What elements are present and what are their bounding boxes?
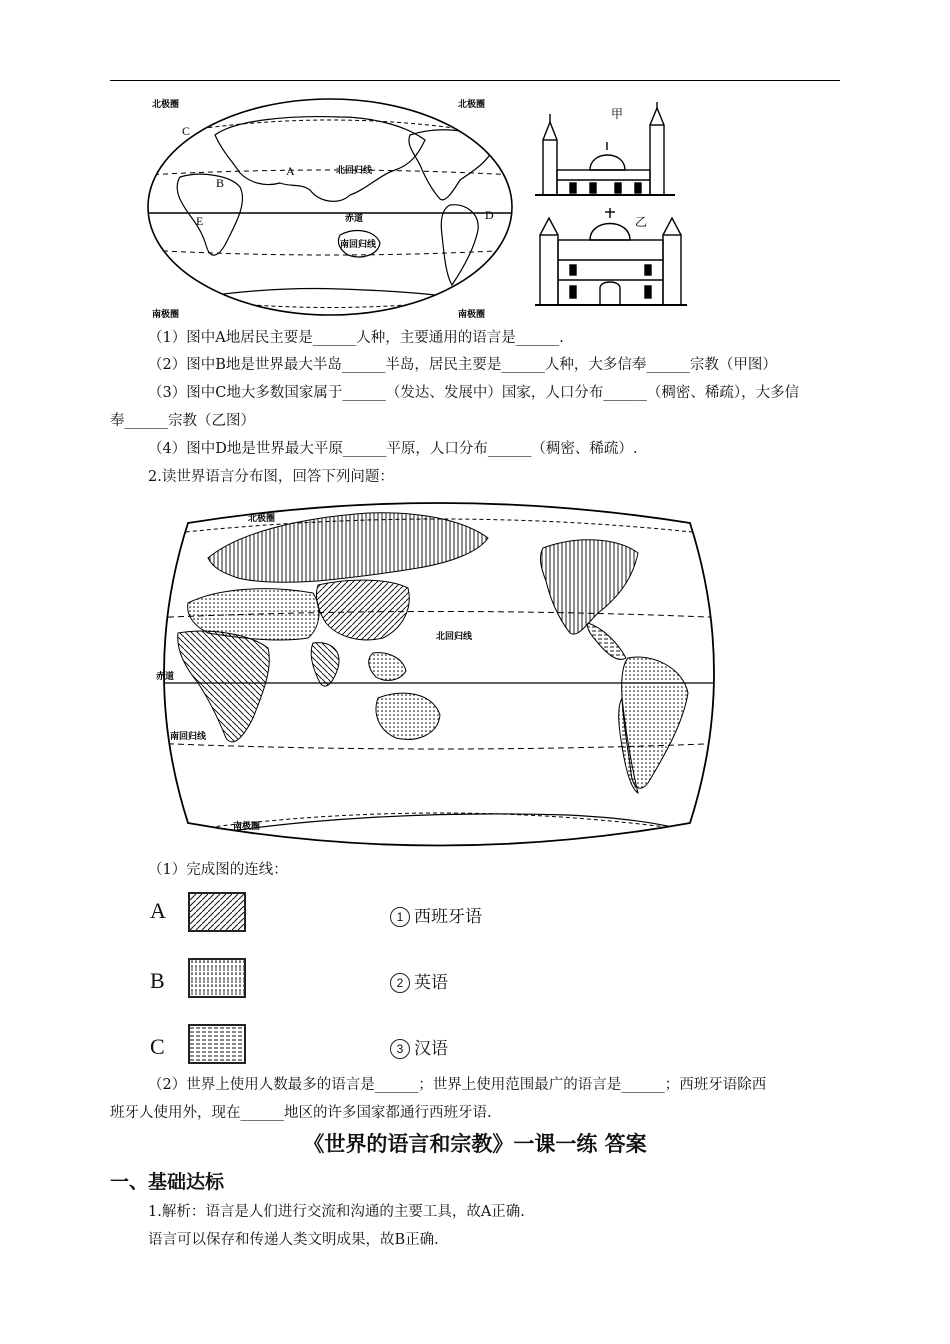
- map1-point-b: B: [216, 176, 225, 190]
- option-label-2: 英语: [414, 973, 448, 993]
- map1-label-antarctic-right: 南极圈: [458, 310, 486, 320]
- q1-part4: （4）图中D地是世界最大平原______平原，人口分布______（稠密、稀疏）.: [148, 441, 638, 457]
- map1-label-arctic-left: 北极圈: [152, 100, 180, 110]
- legend-letter-c: C: [150, 1034, 165, 1059]
- answer-1-line2: 语言可以保存和传递人类文明成果，故B正确.: [148, 1232, 439, 1248]
- legend-box-c: [188, 1024, 246, 1064]
- q2-part2-line1: （2）世界上使用人数最多的语言是______；世界上使用范围最广的语言是______；西班牙语除西: [148, 1077, 767, 1093]
- world-language-map: [148, 493, 730, 855]
- option-label-3: 汉语: [414, 1039, 448, 1059]
- legend-option-1: [390, 902, 482, 927]
- map1-point-d: D: [485, 208, 494, 222]
- map2-label-equator: 赤道: [156, 672, 175, 682]
- map1-frame: [148, 99, 512, 315]
- mosque-drawing: [535, 102, 675, 195]
- map1-point-a: A: [286, 164, 295, 178]
- map2-label-arctic: 北极圈: [248, 514, 276, 524]
- world-map-1: [140, 95, 520, 325]
- answer-title: 《世界的语言和宗教》一课一练 答案: [303, 1132, 647, 1156]
- legend-box-a: [188, 892, 246, 932]
- q1-part2: （2）图中B地是世界最大半岛______半岛，居民主要是______人种，大多信奉______宗教（甲图）: [148, 357, 777, 373]
- label-jia: 甲: [611, 107, 624, 121]
- legend-box-b: [188, 958, 246, 998]
- map2-label-tropic-cancer: 北回归线: [436, 632, 473, 642]
- map1-label-equator: 赤道: [345, 214, 364, 224]
- map1-label-arctic-right: 北极圈: [458, 100, 486, 110]
- option-number-1: 1: [390, 907, 410, 927]
- legend-letter-b: B: [150, 968, 165, 993]
- q2-part2-line2: 班牙人使用外，现在______地区的许多国家都通行西班牙语.: [110, 1105, 492, 1121]
- legend-option-3: [390, 1034, 448, 1059]
- option-number-3: 3: [390, 1039, 410, 1059]
- religious-buildings: [535, 100, 690, 310]
- label-yi: 乙: [635, 215, 648, 229]
- option-label-1: 西班牙语: [414, 907, 482, 927]
- option-number-2: 2: [390, 973, 410, 993]
- map2-label-antarctic: 南极圈: [233, 822, 261, 832]
- legend-option-2: [390, 968, 448, 993]
- map1-point-c: C: [182, 124, 191, 138]
- church-drawing: [535, 208, 687, 305]
- legend-letter-a: A: [150, 898, 166, 923]
- q2-intro: 2.读世界语言分布图，回答下列问题：: [148, 469, 394, 485]
- map1-label-tropic-capricorn: 南回归线: [340, 240, 377, 250]
- section-heading-basic: 一、基础达标: [110, 1171, 225, 1193]
- q1-part3-line2: 奉______宗教（乙图）: [110, 413, 255, 429]
- q1-part3-line1: （3）图中C地大多数国家属于______（发达、发展中）国家，人口分布______（稠密、稀疏），大多信: [148, 385, 800, 401]
- header-rule: [110, 80, 840, 81]
- map1-label-tropic-cancer: 北回归线: [336, 166, 373, 176]
- map2-label-tropic-capricorn: 南回归线: [170, 732, 207, 742]
- answer-1-line1: 1.解析：语言是人们进行交流和沟通的主要工具，故A正确.: [148, 1204, 525, 1220]
- q2-part1: （1）完成图的连线：: [148, 862, 288, 878]
- map1-point-e: E: [196, 214, 204, 228]
- map1-label-antarctic-left: 南极圈: [152, 310, 180, 320]
- q1-part1: （1）图中A地居民主要是______人种，主要通用的语言是______.: [148, 330, 564, 346]
